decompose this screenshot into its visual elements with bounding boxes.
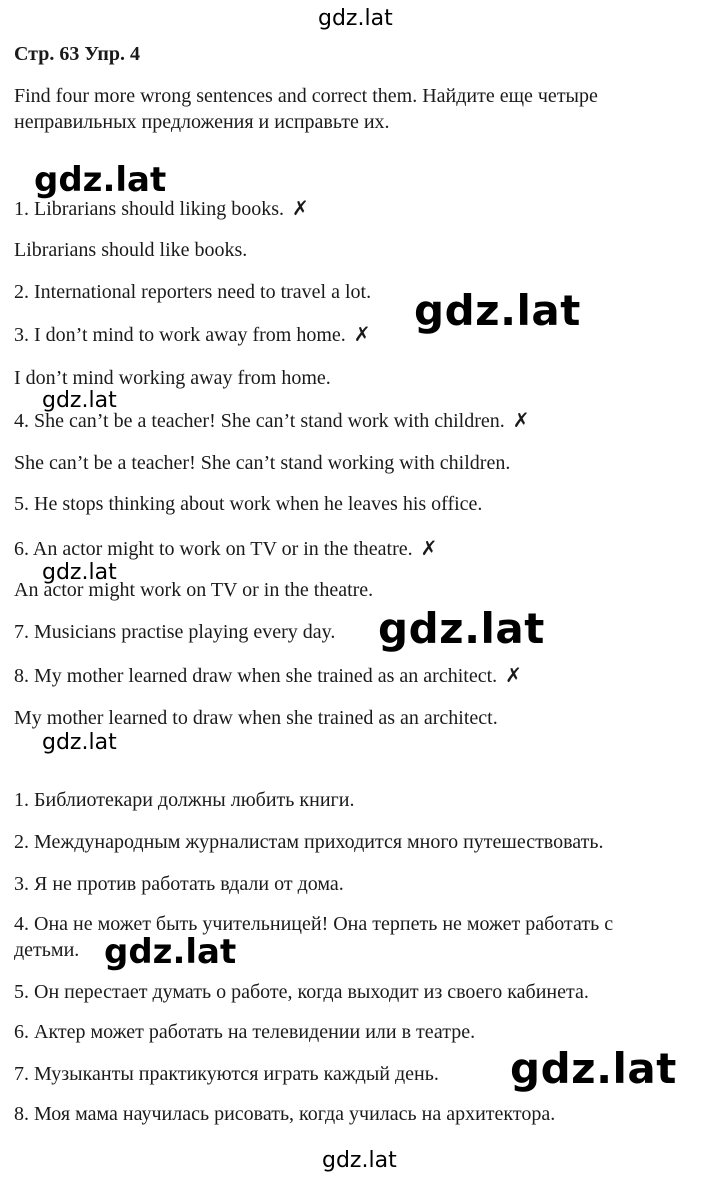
sentence-5: 5. He stops thinking about work when he leaves his office.	[14, 493, 483, 515]
watermark: gdz.lat	[104, 932, 237, 972]
sentence-3	[14, 322, 371, 347]
watermark: gdz.lat	[42, 730, 117, 755]
watermark: gdz.lat	[510, 1044, 677, 1093]
watermark: gdz.lat	[414, 286, 581, 335]
sentence-text: 3. I don’t mind to work away from home.	[14, 324, 346, 346]
translation-3: 3. Я не против работать вдали от дома.	[14, 873, 344, 895]
correction-6: An actor might work on TV or in the theatre.	[14, 579, 374, 601]
correction-8: My mother learned to draw when she trained as an architect.	[14, 707, 498, 729]
translation-6: 6. Актер может работать на телевидении или в театре.	[14, 1021, 476, 1043]
watermark: gdz.lat	[42, 560, 117, 585]
sentence-2: 2. International reporters need to travel a lot.	[14, 281, 372, 303]
wrong-mark-icon: ✗	[420, 536, 438, 560]
watermark: gdz.lat	[378, 604, 545, 653]
translation-4-line-1: 4. Она не может быть учительницей! Она терпеть не может работать с	[14, 913, 614, 935]
wrong-mark-icon: ✗	[512, 408, 530, 432]
page-title: Стр. 63 Упр. 4	[14, 43, 141, 65]
sentence-1	[14, 196, 309, 221]
wrong-mark-icon: ✗	[505, 663, 522, 687]
translation-1: 1. Библиотекари должны любить книги.	[14, 789, 355, 811]
wrong-mark-icon: ✗	[291, 196, 309, 220]
sentence-text: 8. My mother learned draw when she trained as an architect.	[14, 665, 498, 687]
sentence-6	[14, 536, 437, 561]
watermark-bottom: gdz.lat	[322, 1148, 397, 1173]
sentence-text: 1. Librarians should liking books.	[14, 198, 284, 220]
sentence-text: 6. An actor might to work on TV or in the theatre.	[14, 538, 413, 560]
translation-2: 2. Международным журналистам приходится много путешествовать.	[14, 831, 604, 853]
watermark: gdz.lat	[42, 388, 117, 413]
translation-4-line-2: детьми.	[14, 939, 80, 961]
translation-5: 5. Он перестает думать о работе, когда выходит из своего кабинета.	[14, 981, 589, 1003]
watermark-top: gdz.lat	[318, 6, 393, 31]
correction-3: I don’t mind working away from home.	[14, 367, 331, 389]
instruction-line-2: неправильных предложения и исправьте их.	[14, 111, 390, 133]
translation-7: 7. Музыканты практикуются играть каждый день.	[14, 1063, 439, 1085]
sentence-text: 4. She can’t be a teacher! She can’t stand work with children.	[14, 410, 505, 432]
correction-1: Librarians should like books.	[14, 239, 248, 261]
correction-4: She can’t be a teacher! She can’t stand working with children.	[14, 452, 511, 474]
sentence-7: 7. Musicians practise playing every day.	[14, 621, 336, 643]
sentence-8	[14, 663, 522, 688]
instruction-line-1: Find four more wrong sentences and correct them. Найдите еще четыре	[14, 85, 598, 107]
wrong-mark-icon: ✗	[353, 322, 371, 346]
translation-8: 8. Моя мама научилась рисовать, когда училась на архитектора.	[14, 1103, 556, 1125]
sentence-4	[14, 408, 530, 433]
watermark: gdz.lat	[34, 160, 167, 200]
